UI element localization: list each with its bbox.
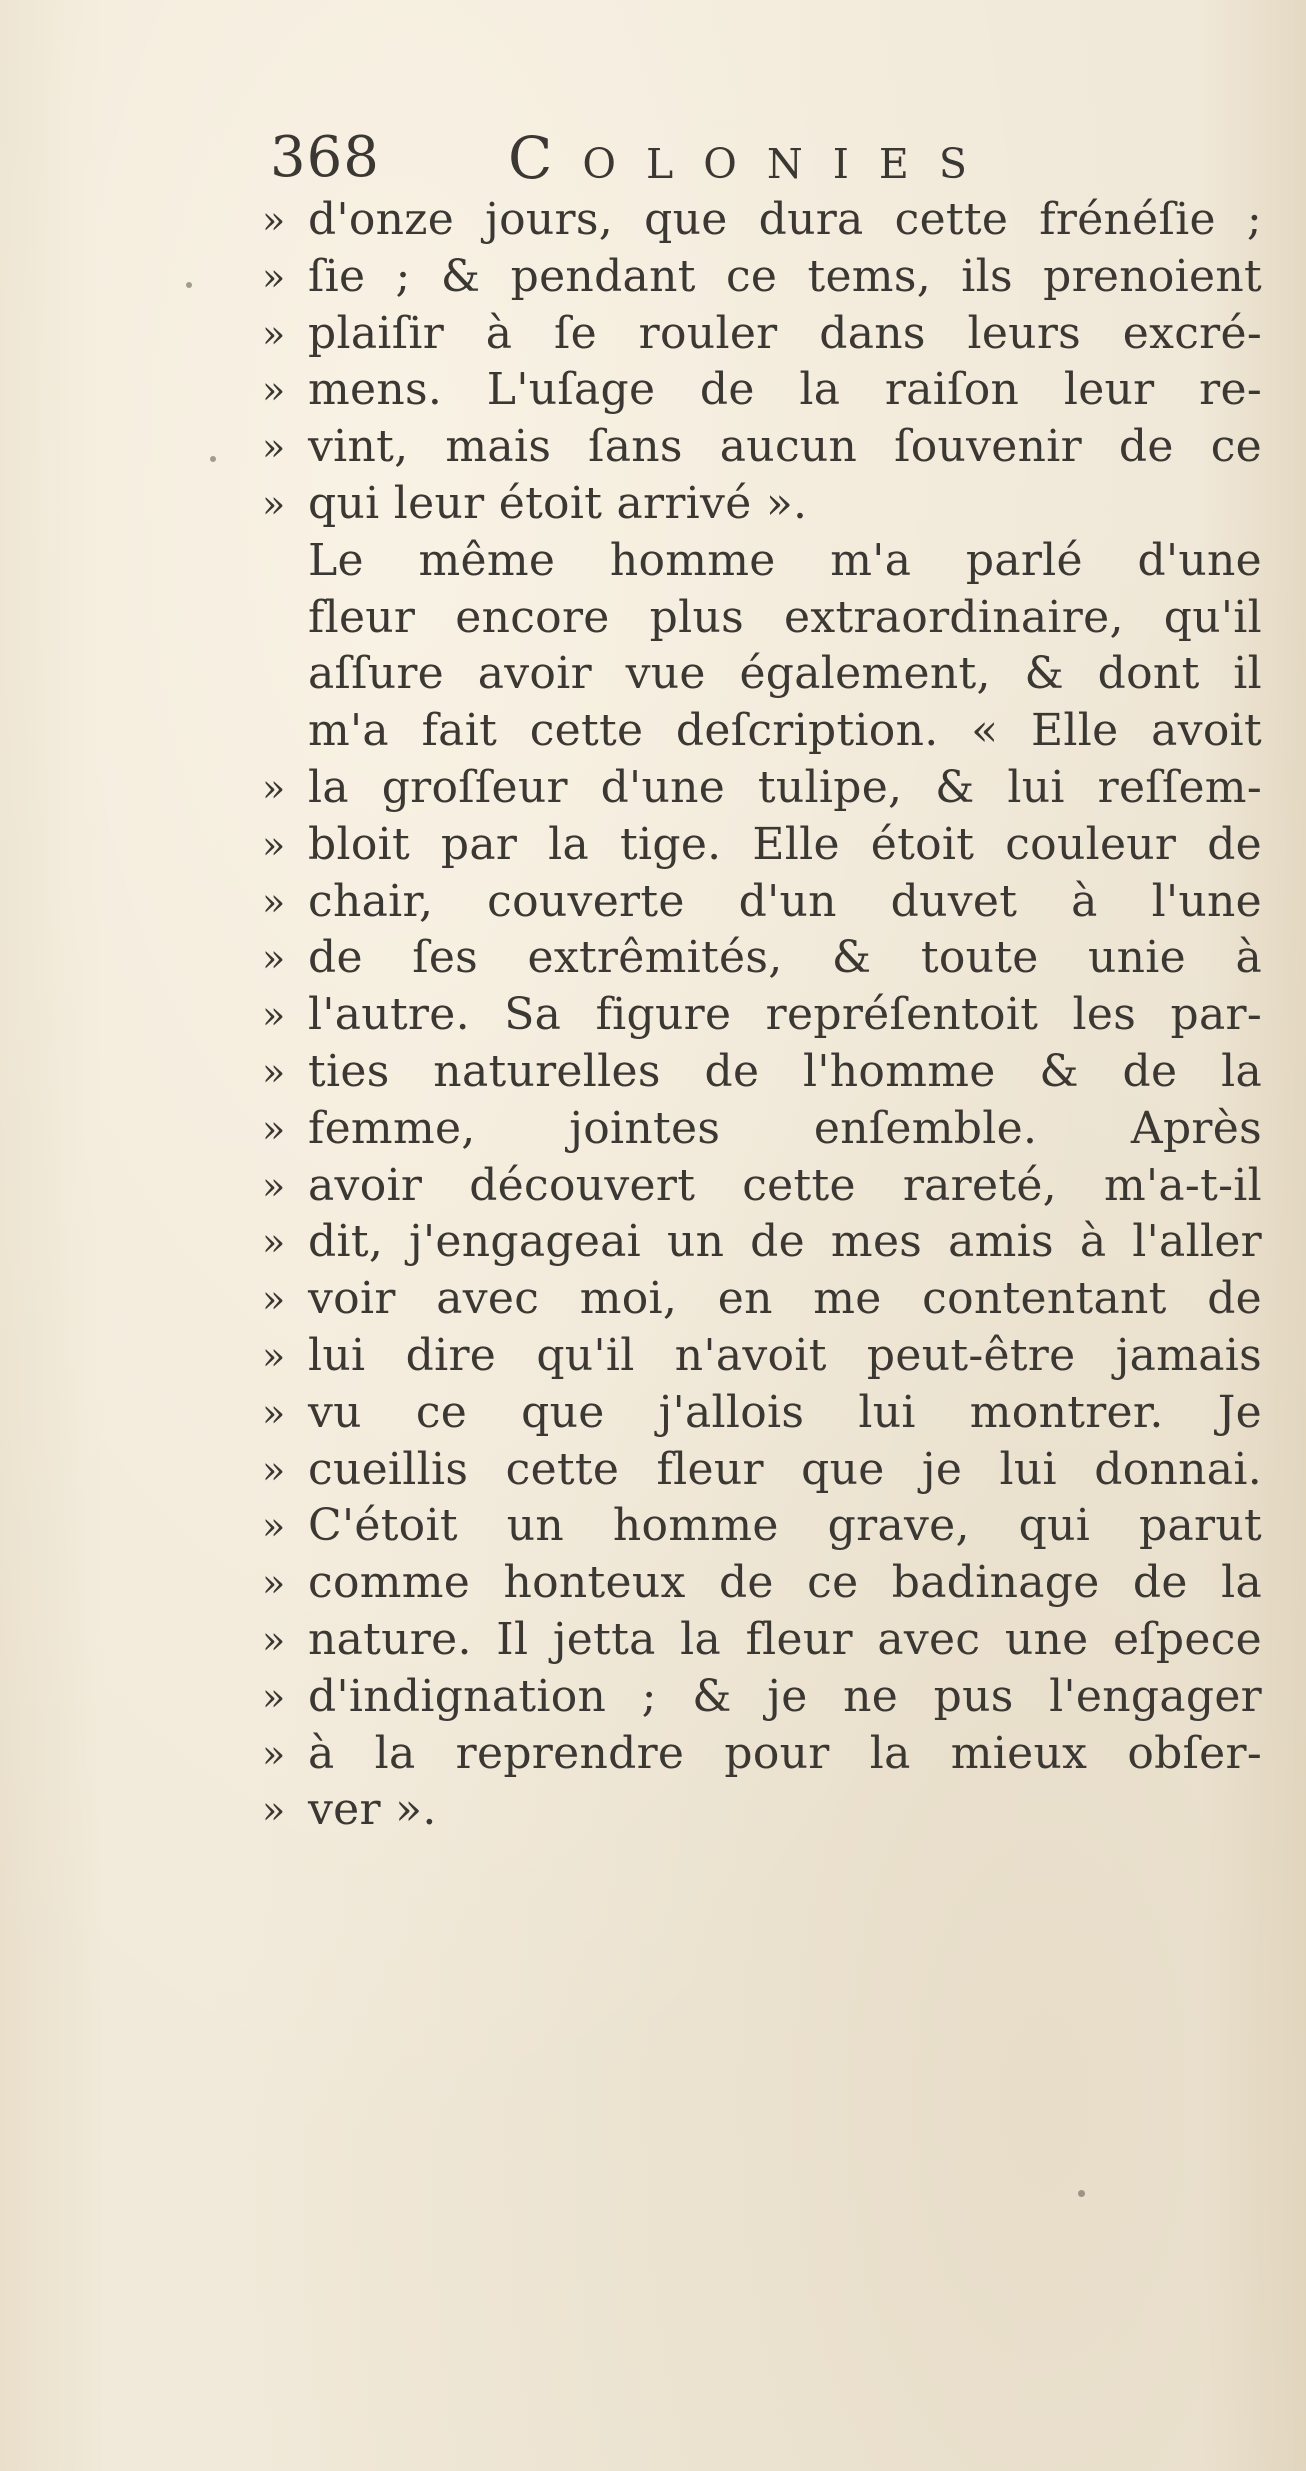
text-line — [262, 192, 1262, 249]
quote-mark: » — [262, 481, 286, 526]
quote-mark: » — [262, 1333, 286, 1378]
text-line — [262, 760, 1262, 817]
text-line — [262, 533, 1262, 590]
line-text: lui dire qu'il n'avoit peut-être jamais — [308, 1329, 1262, 1381]
line-text: comme honteux de ce badinage de la — [308, 1557, 1262, 1609]
text-line — [262, 930, 1262, 987]
running-title: Colonies — [508, 124, 997, 192]
line-text: à la reprendre pour la mieux obſer- — [308, 1727, 1262, 1779]
quote-mark: » — [262, 198, 286, 242]
line-text: vint, mais ſans aucun ſouvenir de ce — [308, 421, 1262, 473]
line-text: C'étoit un homme grave, qui parut — [308, 1500, 1262, 1552]
line-text: l'autre. Sa figure repréſentoit les par- — [308, 989, 1262, 1041]
line-text: la groſſeur d'une tulipe, & lui reſſem- — [308, 761, 1262, 813]
text-line — [262, 874, 1262, 931]
text-line — [262, 1101, 1262, 1158]
text-line — [262, 1214, 1262, 1271]
quote-mark: » — [262, 1731, 286, 1776]
text-line — [262, 306, 1262, 363]
quote-mark: » — [262, 1106, 286, 1151]
quote-mark: » — [262, 1617, 286, 1662]
quote-mark: » — [262, 1277, 286, 1322]
quote-mark: » — [262, 1674, 286, 1719]
text-line — [262, 817, 1262, 874]
text-line — [262, 1158, 1262, 1215]
line-text: aſſure avoir vue également, & dont il — [308, 648, 1262, 700]
quote-mark: » — [262, 1447, 286, 1492]
text-line — [262, 1669, 1262, 1726]
body-text — [262, 192, 1262, 1839]
line-text: ſie ; & pendant ce tems, ils prenoient — [308, 250, 1262, 302]
quote-mark: » — [262, 1561, 286, 1606]
line-text: dit, j'engageai un de mes amis à l'aller — [308, 1216, 1262, 1268]
text-line — [262, 362, 1262, 419]
line-text: bloit par la tige. Elle étoit couleur de — [308, 818, 1262, 870]
text-line — [262, 590, 1262, 647]
text-line — [262, 987, 1262, 1044]
line-text: Le même homme m'a parlé d'une — [308, 534, 1262, 586]
line-text: avoir découvert cette rareté, m'a-t-il — [308, 1159, 1262, 1211]
line-text: d'indignation ; & je ne pus l'engager — [308, 1670, 1262, 1722]
line-text: plaiſir à ſe rouler dans leurs excré- — [308, 307, 1262, 359]
quote-mark: » — [262, 993, 286, 1038]
quote-mark: » — [262, 1049, 286, 1094]
quote-mark: » — [262, 425, 286, 470]
line-text: mens. L'uſage de la raiſon leur re- — [308, 364, 1262, 416]
paper-speck — [1078, 2190, 1085, 2197]
quote-mark: » — [262, 1390, 286, 1435]
text-line — [262, 1782, 1262, 1839]
line-text: voir avec moi, en me contentant de — [308, 1273, 1262, 1325]
line-text: chair, couverte d'un duvet à l'une — [308, 875, 1262, 927]
line-text: nature. Il jetta la fleur avec une eſpece — [308, 1613, 1262, 1665]
quote-mark: » — [262, 822, 286, 867]
quote-mark: » — [262, 368, 286, 413]
line-text: ver ». — [308, 1784, 437, 1836]
paper-speck — [186, 282, 192, 288]
quote-mark: » — [262, 311, 286, 356]
line-text: m'a fait cette deſcription. « Elle avoit — [308, 705, 1262, 757]
text-line — [262, 1328, 1262, 1385]
text-line — [262, 1612, 1262, 1669]
quote-mark: » — [262, 254, 286, 299]
line-text: cueillis cette fleur que je lui donnai. — [308, 1443, 1262, 1495]
text-line — [262, 1555, 1262, 1612]
quote-mark: » — [262, 1788, 286, 1833]
text-line — [262, 1044, 1262, 1101]
text-line — [262, 476, 1262, 533]
running-head — [270, 118, 1030, 198]
line-text: femme, jointes enſemble. Après — [308, 1102, 1262, 1154]
line-text: de ſes extrêmités, & toute unie à — [308, 932, 1262, 984]
line-text: ties naturelles de l'homme & de la — [308, 1045, 1262, 1097]
text-line — [262, 1726, 1262, 1783]
text-line — [262, 249, 1262, 306]
line-text: fleur encore plus extraordinaire, qu'il — [308, 591, 1262, 643]
text-line — [262, 1442, 1262, 1499]
text-line — [262, 1498, 1262, 1555]
text-line — [262, 703, 1262, 760]
text-line — [262, 419, 1262, 476]
quote-mark: » — [262, 1220, 286, 1265]
text-line — [262, 646, 1262, 703]
line-text: qui leur étoit arrivé ». — [308, 477, 808, 529]
paper-speck — [210, 456, 216, 462]
quote-mark: » — [262, 879, 286, 924]
line-text: vu ce que j'allois lui montrer. Je — [308, 1386, 1262, 1438]
quote-mark: » — [262, 1163, 286, 1208]
text-line — [262, 1385, 1262, 1442]
text-line — [262, 1271, 1262, 1328]
quote-mark: » — [262, 765, 286, 810]
quote-mark: » — [262, 936, 286, 981]
quote-mark: » — [262, 1504, 286, 1549]
line-text: d'onze jours, que dura cette frénéſie ; — [308, 194, 1262, 245]
page-number: 368 — [270, 125, 380, 190]
